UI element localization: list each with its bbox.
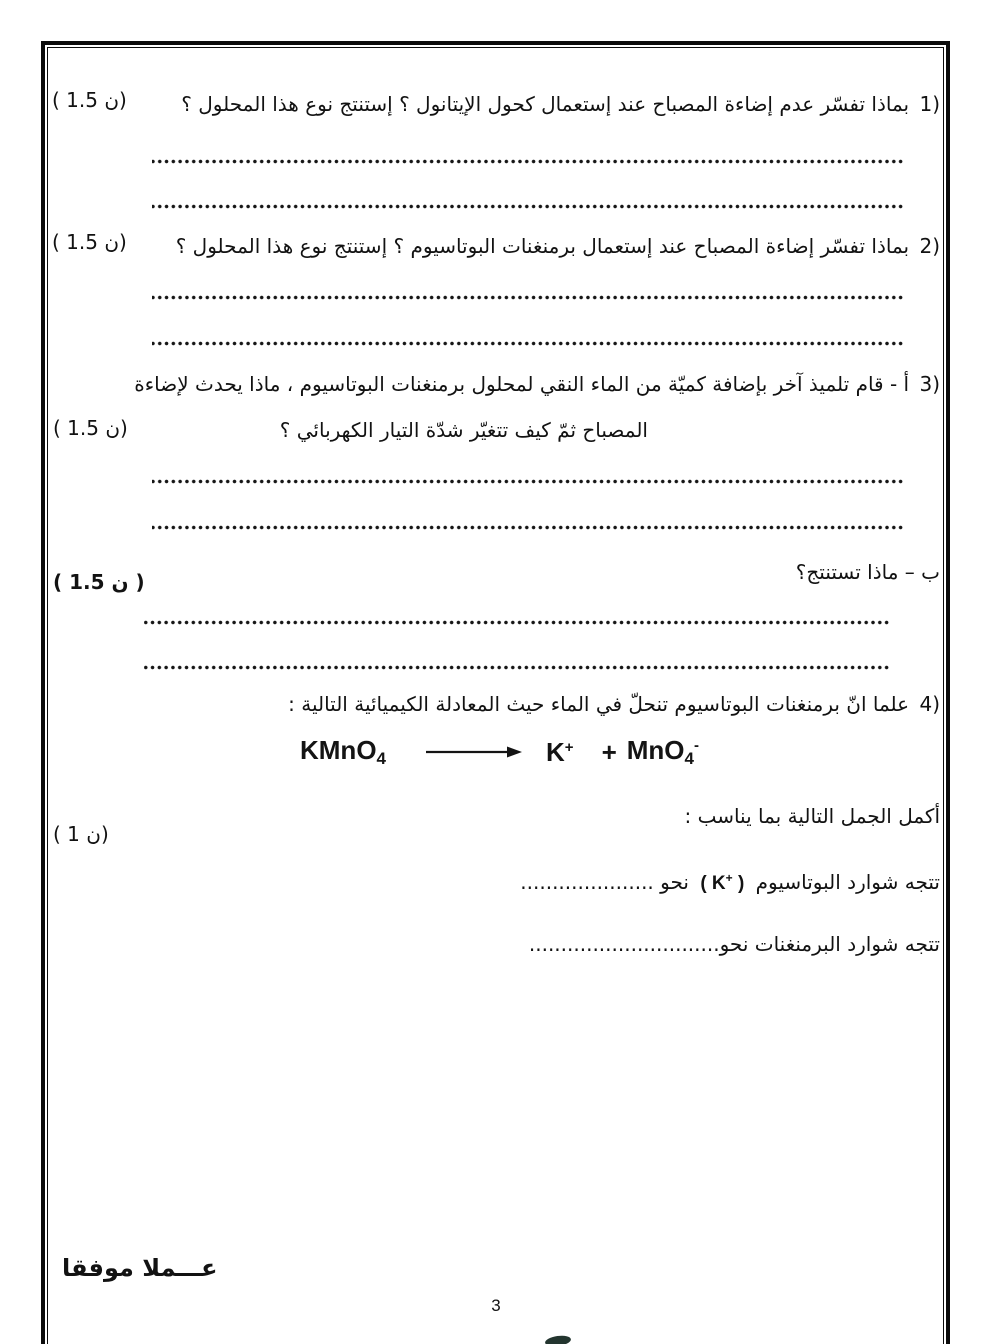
question-3b-label: ب – ماذا تستنتج؟	[795, 560, 940, 584]
chemical-equation	[300, 735, 699, 769]
question-2-row	[52, 230, 940, 262]
equation-product-potassium: K+	[546, 736, 574, 767]
answer-dots-line	[152, 202, 904, 211]
equation-reactant: KMnO$_4$	[300, 735, 387, 768]
answer-dots-line	[152, 293, 904, 302]
answer-dots-line	[144, 618, 890, 627]
completion-sentence-2: تتجه شوارد البرمنغنات نحو..............................	[528, 932, 940, 956]
completion-sentence-1: تتجه شوارد البوتاسيوم ( K+ ) نحو .....................	[520, 870, 940, 894]
reaction-arrow-icon	[426, 744, 522, 760]
question-2-number: 2)	[919, 234, 940, 258]
potassium-ion-symbol: ( K+ )	[700, 871, 745, 894]
question-4-text: 4) علما انّ برمنغنات البوتاسيوم تنحلّ في الماء حيث المعادلة الكيميائية التالية :	[288, 688, 940, 720]
question-1-number: 1)	[919, 92, 940, 116]
question-1-row	[52, 88, 940, 120]
answer-dots-line	[152, 339, 904, 348]
good-luck-note: عـــملا موفقا	[62, 1254, 218, 1282]
answer-dots-line	[152, 157, 904, 166]
question-4-number: 4)	[919, 692, 940, 716]
equation-product-permanganate: MnO$_4$-	[626, 735, 699, 768]
equation-plus-sign: +	[601, 736, 617, 767]
question-3-line1: 3) أ - قام تلميذ آخر بإضافة كميّة من الماء النقي لمحلول برمنغنات البوتاسيوم ، ماذا يحدث لإضاءة	[134, 368, 940, 400]
answer-dots-line	[152, 477, 904, 486]
question-1-text: 1) بماذا تفسّر عدم إضاءة المصباح عند إستعمال كحول الإيتانول ؟ إستنتج نوع هذا المحلول ؟	[181, 88, 940, 120]
answer-dots-line	[144, 663, 890, 672]
question-3-number: 3)	[919, 372, 940, 396]
question-3b-mark: ( 1.5 ن )	[53, 570, 145, 594]
completion-mark: ( 1 ن)	[53, 822, 109, 846]
answer-dots-line	[152, 523, 904, 532]
question-1-mark: ( 1.5 ن)	[52, 88, 127, 112]
page-number: 3	[491, 1296, 501, 1315]
question-2-text: 2) بماذا تفسّر إضاءة المصباح عند إستعمال برمنغنات البوتاسيوم ؟ إستنتج نوع هذا المحلول ؟	[176, 230, 940, 262]
question-3-line2: المصباح ثمّ كيف تتغيّر شدّة التيار الكهربائي ؟	[279, 418, 648, 442]
question-2-mark: ( 1.5 ن)	[52, 230, 127, 254]
question-3-mark: ( 1.5 ن)	[53, 416, 128, 440]
completion-instruction: أكمل الجمل التالية بما يناسب :	[684, 804, 940, 828]
